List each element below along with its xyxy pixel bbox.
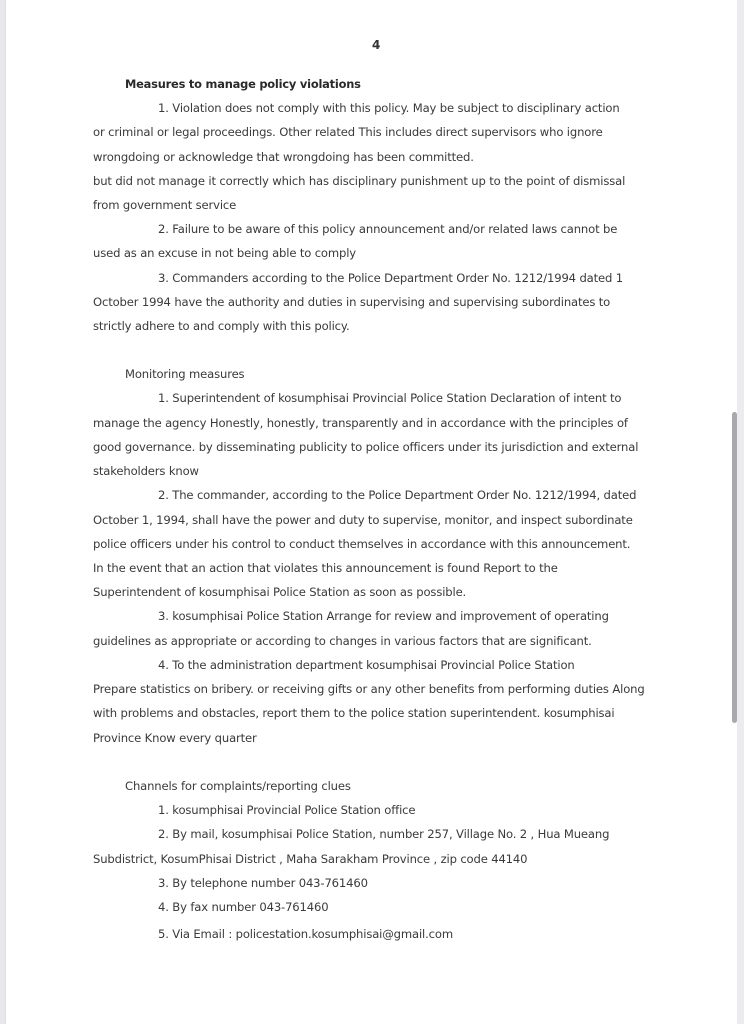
document-page (6, 0, 737, 1024)
channels-item-4-fax: 4. By fax number 043-761460 (158, 900, 329, 914)
monitoring-item-4-line-1: 4. To the administration department kosumphisai Provincial Police Station (158, 658, 575, 672)
monitoring-item-4-line-2: Prepare statistics on bribery. or receiving gifts or any other benefits from performing duties Along (93, 682, 645, 696)
channels-item-3-phone: 3. By telephone number 043-761460 (158, 876, 368, 890)
violations-item-1-line-1: 1. Violation does not comply with this policy. May be subject to disciplinary action (158, 101, 620, 115)
section-heading-monitoring: Monitoring measures (125, 367, 245, 381)
violations-item-1-line-3: wrongdoing or acknowledge that wrongdoing has been committed. (93, 150, 474, 164)
monitoring-item-1-line-3: good governance. by disseminating publicity to police officers under its jurisdiction and external (93, 440, 639, 454)
violations-item-1-line-2: or criminal or legal proceedings. Other related This includes direct supervisors who ignore (93, 125, 603, 139)
violations-item-1-line-4: but did not manage it correctly which has disciplinary punishment up to the point of dismissal (93, 174, 626, 188)
monitoring-item-2-line-3: police officers under his control to conduct themselves in accordance with this announcement. (93, 537, 631, 551)
violations-item-3-line-2: October 1994 have the authority and duties in supervising and supervising subordinates to (93, 295, 611, 309)
monitoring-item-2-line-2: October 1, 1994, shall have the power and duty to supervise, monitor, and inspect subordinate (93, 513, 633, 527)
monitoring-item-2-line-4: In the event that an action that violates this announcement is found Report to the (93, 561, 558, 575)
monitoring-item-3-line-1: 3. kosumphisai Police Station Arrange for review and improvement of operating (158, 609, 609, 623)
monitoring-item-1-line-4: stakeholders know (93, 464, 199, 478)
monitoring-item-2-line-1: 2. The commander, according to the Police Department Order No. 1212/1994, dated (158, 488, 637, 502)
violations-item-3-line-1: 3. Commanders according to the Police Department Order No. 1212/1994 dated 1 (158, 271, 623, 285)
violations-item-3-line-3: strictly adhere to and comply with this policy. (93, 319, 350, 333)
monitoring-item-1-line-1: 1. Superintendent of kosumphisai Provincial Police Station Declaration of intent to (158, 391, 622, 405)
monitoring-item-4-line-3: with problems and obstacles, report them to the police station superintendent. kosumphisai (93, 706, 615, 720)
channels-item-1: 1. kosumphisai Provincial Police Station office (158, 803, 416, 817)
channels-item-5-email: 5. Via Email : policestation.kosumphisai@gmail.com (158, 927, 453, 941)
monitoring-item-4-line-4: Province Know every quarter (93, 731, 257, 745)
page-number: 4 (372, 38, 381, 52)
section-heading-violations: Measures to manage policy violations (125, 77, 361, 91)
monitoring-item-2-line-5: Superintendent of kosumphisai Police Station as soon as possible. (93, 585, 467, 599)
channels-item-2-line-1: 2. By mail, kosumphisai Police Station, number 257, Village No. 2 , Hua Mueang (158, 827, 610, 841)
violations-item-2-line-2: used as an excuse in not being able to comply (93, 246, 357, 260)
violations-item-1-line-5: from government service (93, 198, 237, 212)
monitoring-item-3-line-2: guidelines as appropriate or according to changes in various factors that are significant. (93, 634, 592, 648)
scrollbar-track[interactable] (737, 0, 744, 1024)
scrollbar-thumb[interactable] (732, 412, 737, 723)
violations-item-2-line-1: 2. Failure to be aware of this policy announcement and/or related laws cannot be (158, 222, 618, 236)
channels-item-2-line-2: Subdistrict, KosumPhisai District , Maha Sarakham Province , zip code 44140 (93, 852, 528, 866)
section-heading-channels: Channels for complaints/reporting clues (125, 779, 351, 793)
monitoring-item-1-line-2: manage the agency Honestly, honestly, transparently and in accordance with the principles of (93, 416, 628, 430)
